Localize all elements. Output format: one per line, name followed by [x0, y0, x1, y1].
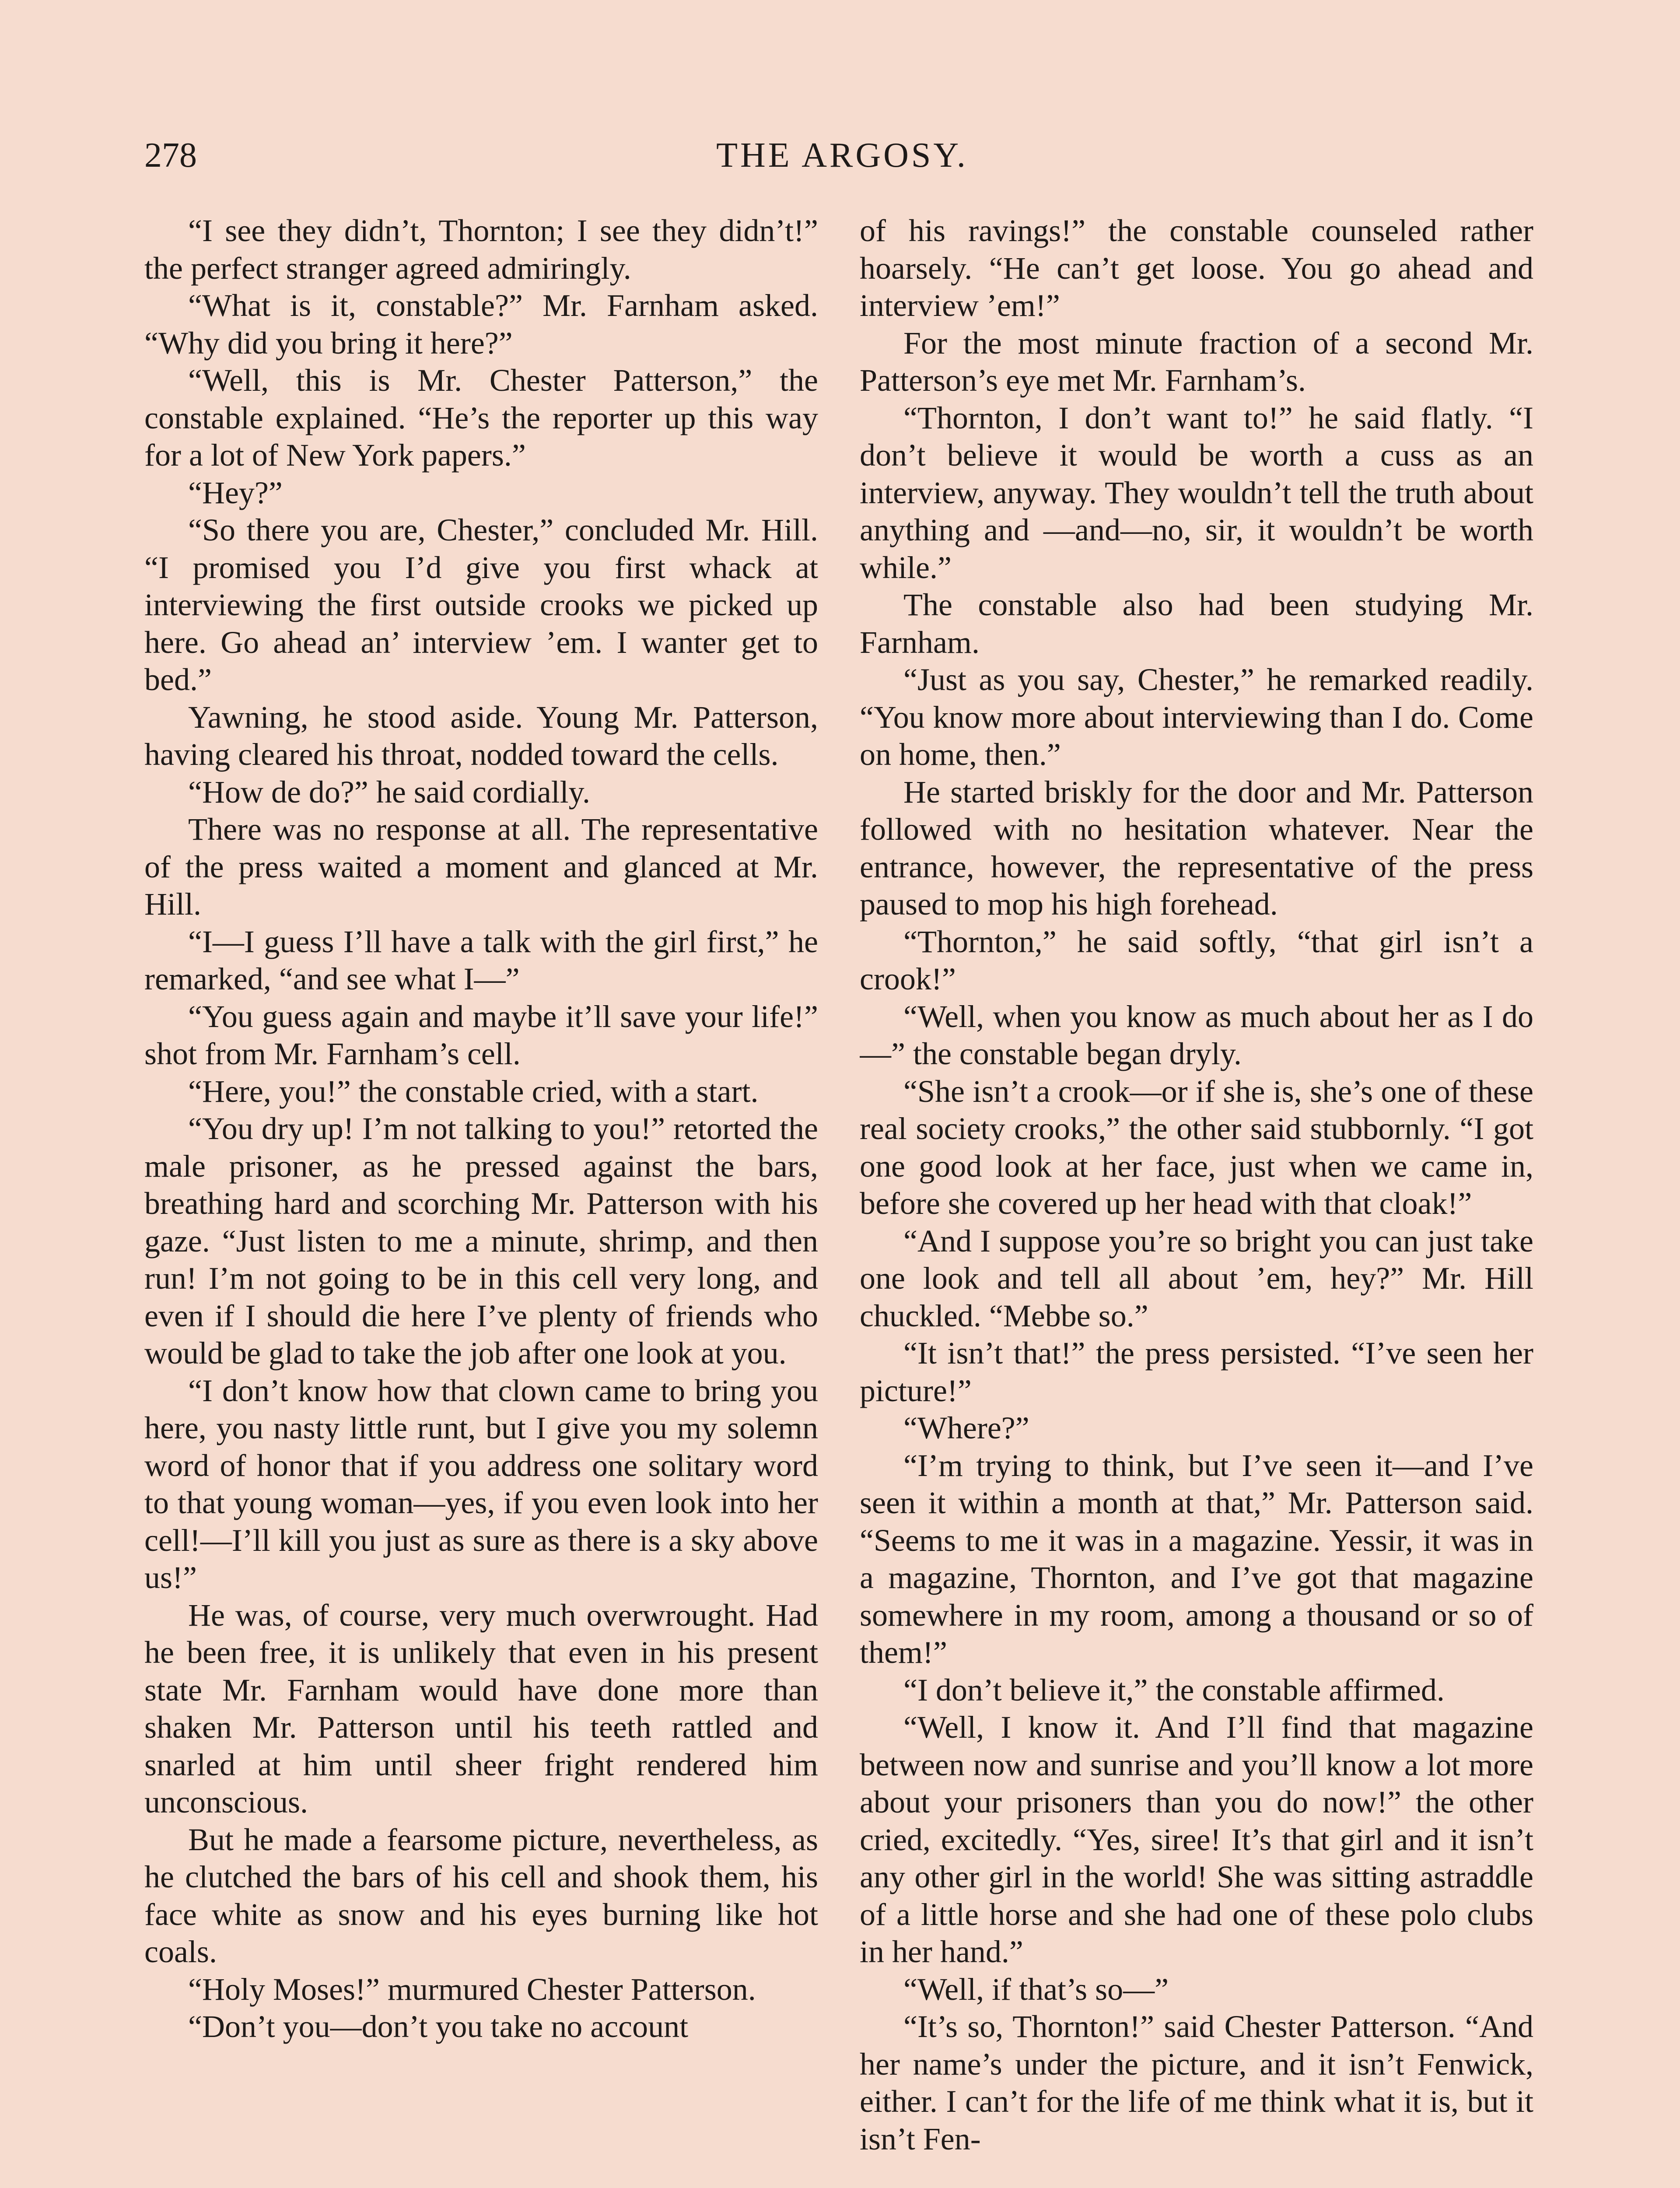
paragraph: “So there you are, Chester,” concluded Mr. Hill. “I promised you I’d give you first whack at interviewing the first outside crooks we picked up here. Go ahead an’ interview ’em. I wanter get to bed.”: [144, 512, 818, 697]
paragraph: “Well, when you know as much about her as I do—” the constable began dryly.: [860, 999, 1533, 1071]
page-number: 278: [144, 136, 197, 175]
paragraph: “It isn’t that!” the press persisted. “I’ve seen her picture!”: [860, 1336, 1533, 1408]
paragraph: Yawning, he stood aside. Young Mr. Patterson, having cleared his throat, nodded toward the cells.: [144, 699, 818, 772]
paragraph: “Hey?”: [188, 475, 283, 510]
paragraph: “It’s so, Thornton!” said Chester Patterson. “And her name’s under the picture, and it isn’t Fenwick, either. I can’t for the life of me think what it is, but it isn’t Fen-: [860, 2009, 1533, 2156]
paragraph: He was, of course, very much overwrought. Had he been free, it is unlikely that even in his present state Mr. Farnham would have done more than shaken Mr. Patterson until his teeth rattled and snarled at him until sheer fright rendered him unconscious.: [144, 1597, 818, 1820]
paragraph: “I don’t believe it,” the constable affirmed.: [903, 1672, 1445, 1708]
paragraph: “Just as you say, Chester,” he remarked readily. “You know more about interviewing than I do. Come on home, then.”: [860, 662, 1533, 772]
paragraph: “I don’t know how that clown came to bring you here, you nasty little runt, but I give you my solemn word of honor that if you address one solitary word to that young woman—yes, if you even look into her cell!—I’ll kill you just as sure as there is a sky above us!”: [144, 1373, 818, 1595]
paragraph: “Don’t you—don’t you take no account: [188, 2009, 689, 2044]
page-header: [144, 131, 1540, 179]
paragraph: “Well, this is Mr. Chester Patterson,” the constable explained. “He’s the reporter up this way for a lot of New York papers.”: [144, 363, 818, 473]
right-column: [860, 212, 1533, 2188]
paragraph: “Where?”: [903, 1410, 1029, 1445]
paragraph: For the most minute fraction of a second Mr. Patterson’s eye met Mr. Farnham’s.: [860, 325, 1533, 398]
paragraph: “I see they didn’t, Thornton; I see they didn’t!” the perfect stranger agreed admiringly.: [144, 213, 818, 286]
paragraph: “Holy Moses!” murmured Chester Patterson.: [188, 1971, 756, 2007]
left-column: [144, 212, 818, 2188]
paragraph: “Well, if that’s so—”: [903, 1971, 1169, 2007]
paragraph: The constable also had been studying Mr. Farnham.: [860, 587, 1533, 660]
paragraph: “I’m trying to think, but I’ve seen it—and I’ve seen it within a month at that,” Mr. Patterson said. “Seems to me it was in a magazine. Yessir, it was in a magazine, Thornton, and I’ve got that magazine somewhere in my room, among a thousand or so of them!”: [860, 1448, 1533, 1670]
paragraph: He started briskly for the door and Mr. Patterson followed with no hesitation whatever. Near the entrance, however, the representative of the press paused to mop his high forehead.: [860, 774, 1533, 922]
paragraph: “She isn’t a crook—or if she is, she’s one of these real society crooks,” the other said stubbornly. “I got one good look at her face, just when we came in, before she covered up her head with that cloak!”: [860, 1073, 1533, 1221]
paragraph: “What is it, constable?” Mr. Farnham asked. “Why did you bring it here?”: [144, 288, 818, 361]
paragraph: “Thornton, I don’t want to!” he said flatly. “I don’t believe it would be worth a cuss as an interview, anyway. They wouldn’t tell the truth about anything and —and—no, sir, it wouldn’t be worth while.”: [860, 400, 1533, 585]
running-title: THE ARGOSY.: [716, 136, 968, 175]
paragraph: “And I suppose you’re so bright you can just take one look and tell all about ’em, hey?” Mr. Hill chuckled. “Mebbe so.”: [860, 1223, 1533, 1333]
paragraph: “Well, I know it. And I’ll find that magazine between now and sunrise and you’ll know a lot more about your prisoners than you do now!” the other cried, excitedly. “Yes, siree! It’s that girl and it isn’t any other girl in the world! She was sitting astraddle of a little horse and she had one of these polo clubs in her hand.”: [860, 1710, 1533, 1969]
paragraph: “You guess again and maybe it’ll save your life!” shot from Mr. Farnham’s cell.: [144, 999, 818, 1071]
paragraph: “How de do?” he said cordially.: [188, 774, 590, 810]
paragraph: But he made a fearsome picture, nevertheless, as he clutched the bars of his cell and shook them, his face white as snow and his eyes burning like hot coals.: [144, 1822, 818, 1969]
paragraph: of his ravings!” the constable counseled rather hoarsely. “He can’t get loose. You go ahead and interview ’em!”: [860, 213, 1533, 323]
paragraph: There was no response at all. The representative of the press waited a moment and glanced at Mr. Hill.: [144, 812, 818, 922]
paragraph: “I—I guess I’ll have a talk with the girl first,” he remarked, “and see what I—”: [144, 924, 818, 996]
paragraph: “Here, you!” the constable cried, with a start.: [188, 1073, 759, 1109]
paragraph: “Thornton,” he said softly, “that girl isn’t a crook!”: [860, 924, 1533, 996]
paragraph: “You dry up! I’m not talking to you!” retorted the male prisoner, as he pressed against the bars, breathing hard and scorching Mr. Patterson with his gaze. “Just listen to me a minute, shrimp, and then run! I’m not going to be in this cell very long, and even if I should die here I’ve plenty of friends who would be glad to take the job after one look at you.: [144, 1111, 818, 1371]
